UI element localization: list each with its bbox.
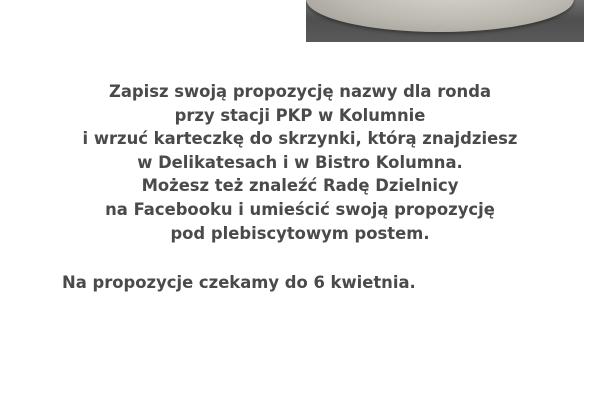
announcement-line: i wrzuć karteczkę do skrzynki, którą znajdziesz [82, 129, 518, 149]
roundabout-photo [306, 0, 584, 42]
announcement-line: pod plebiscytowym postem. [170, 223, 430, 243]
announcement-line: w Delikatesach i w Bistro Kolumna. [137, 152, 463, 172]
announcement-line: przy stacji PKP w Kolumnie [174, 105, 426, 125]
announcement-text [0, 80, 600, 245]
deadline-text: Na propozycje czekamy do 6 kwietnia. [62, 273, 416, 292]
announcement-line: na Facebooku i umieścić swoją propozycję [105, 199, 495, 219]
roundabout-disc [306, 0, 574, 32]
announcement-line: Możesz też znaleźć Radę Dzielnicy [141, 176, 459, 196]
announcement-line: Zapisz swoją propozycję nazwy dla ronda [108, 82, 492, 101]
